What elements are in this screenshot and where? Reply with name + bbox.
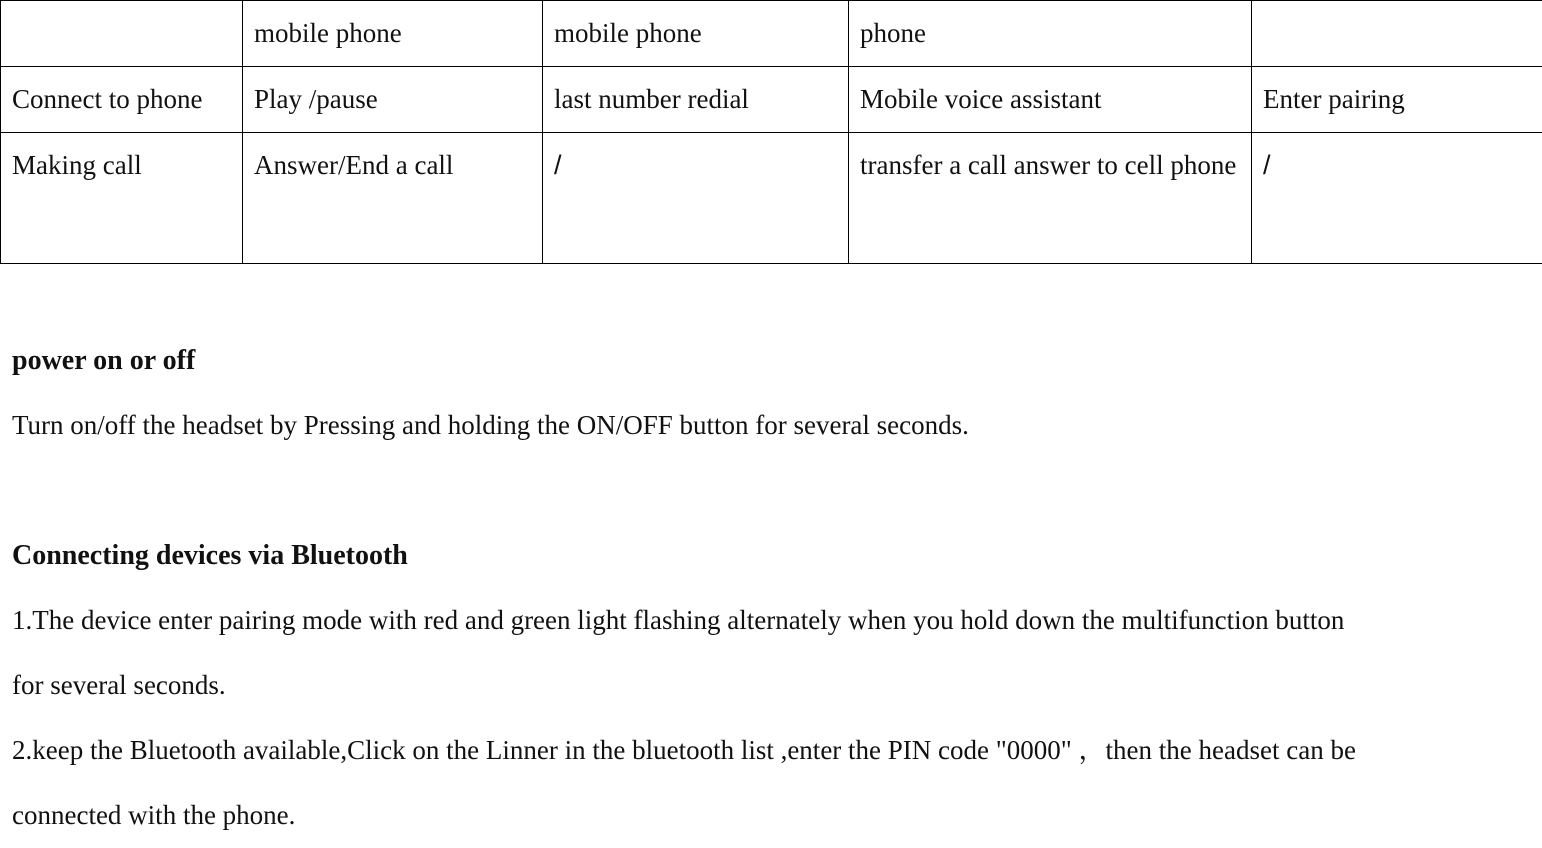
table-cell: mobile phone	[243, 1, 543, 67]
table-row	[1, 67, 1542, 133]
table-row	[1, 133, 1542, 264]
function-table	[0, 0, 1542, 264]
table-cell: Making call	[1, 133, 243, 264]
table-cell: /	[1252, 133, 1542, 264]
step-2-line-2: connected with the phone.	[12, 783, 1512, 848]
bluetooth-section	[12, 523, 1512, 848]
table-cell: /	[543, 133, 849, 264]
table-cell: last number redial	[543, 67, 849, 133]
table-cell: Play /pause	[243, 67, 543, 133]
table-cell: mobile phone	[543, 1, 849, 67]
table-cell: Enter pairing	[1252, 67, 1542, 133]
table-cell: phone	[849, 1, 1252, 67]
step-1-line-2: for several seconds.	[12, 653, 1512, 718]
section-heading: Connecting devices via Bluetooth	[12, 523, 1512, 588]
section-paragraph: Turn on/off the headset by Pressing and holding the ON/OFF button for several seconds.	[12, 393, 1512, 458]
table-cell-text: transfer a call answer to cell phone	[860, 133, 1240, 198]
table-cell: Mobile voice assistant	[849, 67, 1252, 133]
table-row	[1, 1, 1542, 67]
table-cell	[1, 1, 243, 67]
section-heading: power on or off	[12, 328, 1512, 393]
table-cell	[1252, 1, 1542, 67]
table-cell: Answer/End a call	[243, 133, 543, 264]
step-1-line-1: 1.The device enter pairing mode with red and green light flashing alternately when you hold down the multifunction button	[12, 588, 1512, 653]
table-cell	[849, 133, 1252, 264]
step-2-line-1: 2.keep the Bluetooth available,Click on the Linner in the bluetooth list ,enter the PIN code "0000" ，then the headset can be	[12, 718, 1512, 783]
power-section	[12, 328, 1512, 458]
table-cell: Connect to phone	[1, 67, 243, 133]
